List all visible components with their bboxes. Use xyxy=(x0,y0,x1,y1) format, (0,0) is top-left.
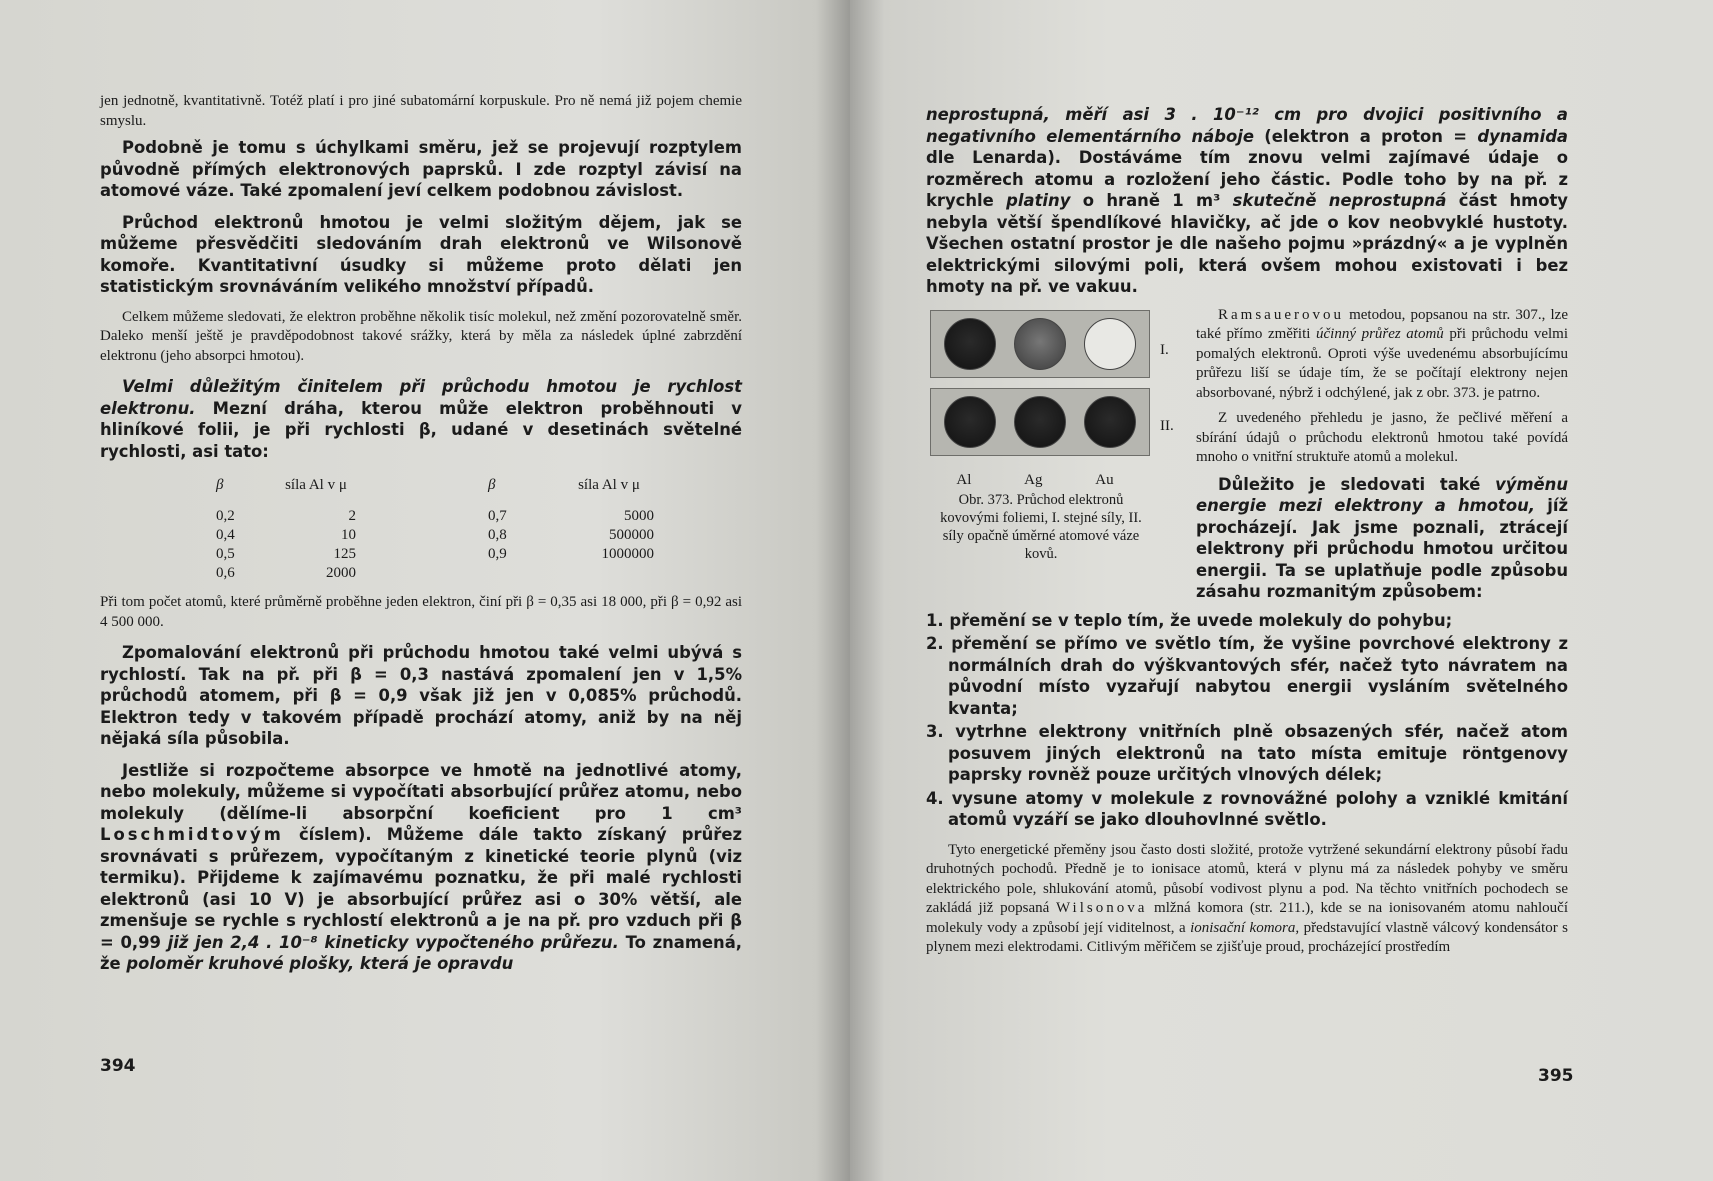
right-paragraph-4-start xyxy=(1196,474,1568,603)
p5-name: Wilsonova xyxy=(1055,900,1148,916)
p5-italic: Velmi důležitým činitelem při průchodu hmotou je rychlost elektronu. xyxy=(100,377,742,418)
metal-label: Al xyxy=(956,471,972,488)
p1-text-a: (elektron a proton = xyxy=(1253,126,1478,146)
table-col-beta-left xyxy=(216,476,252,583)
p8-italic-2: poloměr kruhové plošky, která je opravdu xyxy=(126,954,514,973)
figure-row-1-label: I. xyxy=(1160,341,1169,358)
left-paragraph-4: Celkem můžeme sledovati, že elektron proběhne několik tisíc molekul, než změní pozorovatelně směr. Daleko menší ještě je pravděpodobnost takové srážky, která by měla za následek úplné zabrzdění elektronu (jeho absorpci hmotou). xyxy=(100,308,742,364)
left-paragraph-3: Průchod elektronů hmotou je velmi složitým dějem, jak se můžeme přesvědčiti sledováním drah elektronů ve Wilsonově komoře. Kvantitativní úsudky si můžeme proto dělati jen statistickým srovnáváním velikého množství případů. xyxy=(100,212,742,296)
p5-text-a: Tyto energetické přeměny jsou často dosti složité, protože vytržené sekundární elektrony působí řadu druhotných pochodů. Předně je to ionisace atomů, která v plynu má za následek pohyby ve směru elektrického pole, shlukování atomů, působí vodivost plynu a pod. Na těchto vnitřních pochodech se zakládá již popsaná xyxy=(926,841,1568,916)
p1-italic-1: neprostupná, měří asi 3 . 10⁻¹² cm pro dvojici positivního a negativního elementárního náboje xyxy=(926,105,1568,146)
table-col-sila-left xyxy=(276,476,356,583)
metal-label: Au xyxy=(1095,471,1114,488)
figure-row-2-label: II. xyxy=(1160,417,1174,434)
table-cell: 2 xyxy=(348,508,356,524)
table-col-beta-right xyxy=(488,476,524,583)
p4-text-b: jíž procházejí. Jak jsme poznali, ztrácejí elektrony při průchodu hmotou určitou energii. Ta se uplatňuje podle způsobu zásahu rozmanitým způsobem: xyxy=(1196,496,1568,601)
p1-italic-2: dynamida xyxy=(1477,126,1568,146)
p8-italic-1: již jen 2,4 . 10⁻⁸ kineticky vypočteného průřezu. xyxy=(167,932,619,952)
table-cell: 10 xyxy=(341,527,356,543)
p8-name: Loschmidtovým xyxy=(100,825,284,844)
text-beside-figure xyxy=(1196,306,1568,603)
table-cell: 0,2 xyxy=(216,508,235,524)
disc-al-1 xyxy=(944,318,996,370)
p2-text-b: při průchodu velmi pomalých elektronů. Oproti výše uvedenému absorbujícímu průřezu liší se údaje tím, že se počítají elektrony nejen absorbované, nýbrž i odchýlené, jak z obr. 373. je patrno. xyxy=(1196,326,1568,401)
figure-metal-labels xyxy=(930,472,1140,489)
p1-italic-4: skutečně neprostupná xyxy=(1232,191,1447,210)
aluminium-range-table xyxy=(216,476,742,583)
list-item: 4. vysune atomy v molekule z rovnovážné polohy a vzniklé kmitání atomů vyzáří se jako dlouhovlnné světlo. xyxy=(926,788,1568,829)
left-page xyxy=(0,0,850,1181)
p4-text-a: Důležito je sledovati také xyxy=(1218,474,1496,494)
disc-al-2 xyxy=(944,396,996,448)
table-cell: 2000 xyxy=(326,565,356,581)
list-item: 1. přemění se v teplo tím, že uvede molekuly do pohybu; xyxy=(926,610,1453,630)
figure-caption: Obr. 373. Průchod elektronů kovovými foliemi, I. stejné síly, II. síly opačně úměrné atomové váze kovů. xyxy=(940,491,1142,562)
p8-text-c: To znamená, že xyxy=(100,932,742,973)
table-cell: 500000 xyxy=(609,527,654,543)
p8-text-a: Jestliže si rozpočteme absorpce ve hmotě na jednotlivé atomy, nebo molekuly, můžeme si vypočítati absorbující průřez atomu, nebo molekuly (dělíme-li absorpční koeficient pro 1 cm³ xyxy=(100,760,742,823)
table-cell: 0,7 xyxy=(488,508,507,524)
figure-373 xyxy=(930,310,1152,563)
left-paragraph-5 xyxy=(100,376,742,462)
left-paragraph-8 xyxy=(100,760,742,975)
disc-au-1 xyxy=(1084,318,1136,370)
p1-text-c: o hraně 1 m³ xyxy=(1070,191,1233,210)
p4-italic: výměnu energie mezi elektrony a hmotou, xyxy=(1196,474,1568,515)
figure-row-2 xyxy=(930,388,1150,456)
page-number-right: 395 xyxy=(1538,1066,1574,1086)
figure-row-1 xyxy=(930,310,1150,378)
p2-italic: účinný průřez atomů xyxy=(1316,326,1444,342)
p2-name: Ramsauerovou xyxy=(1218,306,1344,323)
figure-block xyxy=(926,306,1568,606)
table-cell: 5000 xyxy=(624,508,654,524)
left-paragraph-2: Podobně je tomu s úchylkami směru, jež se projevují rozptylem původně přímých elektronových paprsků. I zde rozptyl závisí na atomové váze. Také zpomalení jeví celkem podobnou závislost. xyxy=(100,138,742,200)
left-paragraph-1: jen jednotně, kvantitativně. Totéž platí i pro jiné subatomární korpuskule. Pro ně nemá již pojem chemie smyslu. xyxy=(100,93,742,129)
table-cell: 125 xyxy=(333,546,356,562)
p2-text-a: metodou, popsanou na str. 307., lze také přímo změřiti xyxy=(1196,306,1568,342)
table-header-sila: síla Al v μ xyxy=(578,477,640,493)
right-paragraph-3: Z uvedeného přehledu je jasno, že pečlivé měření a sbírání údajů o průchodu elektronů hmotou také povídá mnoho o vnitřní struktuře atomů a molekul. xyxy=(1196,410,1568,465)
table-cell: 0,5 xyxy=(216,546,235,562)
disc-ag-2 xyxy=(1014,396,1066,448)
page-number-left: 394 xyxy=(100,1056,136,1076)
disc-au-2 xyxy=(1084,396,1136,448)
list-item: 3. vytrhne elektrony vnitřních plně obsazených sfér, načež atom posuvem jiných elektronů na tato místa emituje röntgenovy paprsky rovněž pouze určitých vlnových délek; xyxy=(926,722,1568,784)
p1-text-b: dle Lenarda). Dostáváme tím znovu velmi zajímavé údaje o rozměrech atomu a rozložení jeho částic. Podle toho by na př. z krychle xyxy=(926,148,1568,210)
table-cell: 0,4 xyxy=(216,527,235,543)
right-text-column xyxy=(926,104,1568,958)
disc-ag-1 xyxy=(1014,318,1066,370)
metal-label: Ag xyxy=(1024,471,1043,488)
p5-rest: Mezní dráha, kterou může elektron proběhnouti v hliníkové folii, je při rychlosti β, udané v desetinách světelné rychlosti, asi tato: xyxy=(100,398,742,461)
p8-text-b: číslem). Můžeme dále takto získaný průřez srovnávati s průřezem, vypočítaným z kinetické teorie plynů (viz termiku). Přijdeme k zajímavému poznatku, že při malé rychlosti elektronů (asi 10 V) je absorbující průřez asi o 30% větší, ale zmenšuje se rychle s rychlostí elektronů a je na př. pro vzduch při β = 0,99 xyxy=(100,825,742,952)
table-col-sila-right xyxy=(564,476,654,583)
p5-text-c: představující vlastně válcový kondensátor s plynem mezi elektrodami. Citlivým měřičem se zjišťuje proud, procházející prostředím xyxy=(926,919,1568,955)
left-text-column xyxy=(100,92,742,975)
table-header-beta: β xyxy=(216,477,224,493)
p1-text-d: část hmoty nebyla větší špendlíkové hlavičky, ač jde o kov neobvyklé hustoty. Všechen ostatní prostor je dle našeho pojmu »prázdný« a je vyplněn elektrickými silovými poli, která ovšem mohou existovati i bez hmoty na př. ve vakuu. xyxy=(926,191,1568,296)
table-cell: 0,9 xyxy=(488,546,507,562)
table-cell: 0,8 xyxy=(488,527,507,543)
p5-italic: ionisační komora, xyxy=(1190,919,1300,936)
left-paragraph-6: Při tom počet atomů, které průměrně proběhne jeden elektron, činí při β = 0,35 asi 18 000, při β = 0,92 asi 4 500 000. xyxy=(100,594,742,630)
right-paragraph-5 xyxy=(926,841,1568,958)
left-paragraph-7: Zpomalování elektronů při průchodu hmotou také velmi ubývá s rychlostí. Tak na př. při β = 0,3 nastává zpomalení jen v 1,5% průchodů atomem, při β = 0,9 však již jen v 0,085% průchodů. Elektron tedy v takovém případě prochází atomy, aniž by na něj nějaká síla působila. xyxy=(100,643,742,748)
energy-conversion-list xyxy=(926,610,1568,831)
list-item: 2. přemění se přímo ve světlo tím, že vyšine povrchové elektrony z normálních drah do výškvantových sfér, načež tyto návratem na původní místo vyzařují nabytou energii vysláním světelného kvanta; xyxy=(926,634,1568,718)
p5-text-b: mlžná komora (str. 211.), kde se na ionisovaném atomu nahloučí molekuly vody a způsobí její viditelnost, a xyxy=(926,900,1569,936)
table-header-beta: β xyxy=(488,477,496,493)
right-paragraph-1 xyxy=(926,104,1568,298)
table-cell: 0,6 xyxy=(216,565,235,581)
p1-italic-3: platiny xyxy=(1006,191,1071,210)
right-paragraph-2 xyxy=(1196,306,1568,404)
table-header-sila: síla Al v μ xyxy=(285,477,347,493)
table-cell: 1000000 xyxy=(601,546,654,562)
